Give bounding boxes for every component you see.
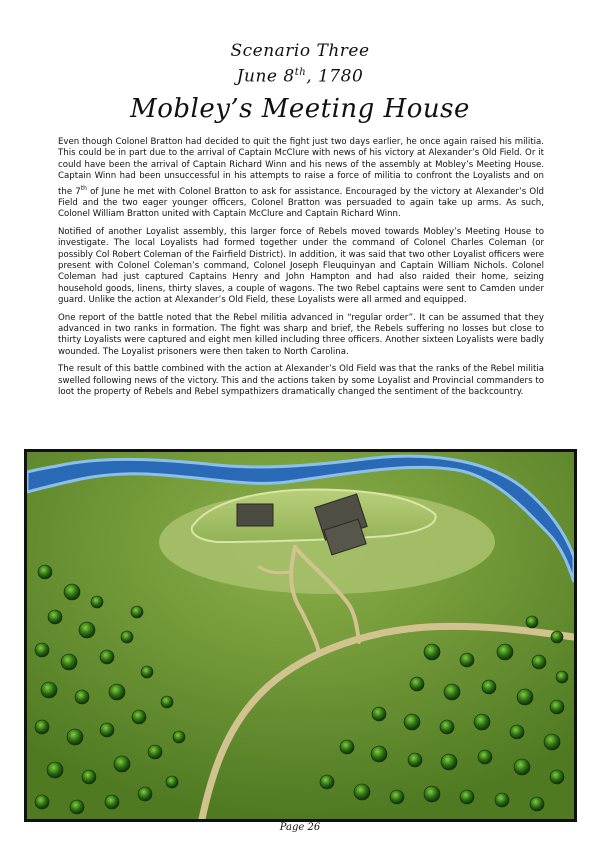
battlefield-map-art <box>27 452 574 819</box>
paragraph-1-ordinal: th <box>80 184 87 192</box>
date-ordinal: th <box>294 67 307 78</box>
paragraph-1-a: Even though Colonel Bratton had decided to quit the fight just two days earlier, he once again raised his militia. This could be in part due to the arrival of Captain McClure with news of his victory at Alexander’s Old Field. Or it could have been the arrival of Captain Richard Winn and his news of the assembly at Mobley’s Meeting House. Captain Winn had been unsuccessful in his attempts to raise a force of militia to confront the Loyalists and on the 7 <box>58 137 544 197</box>
date-year: , 1780 <box>306 66 364 87</box>
paragraph-4: The result of this battle combined with the action at Alexander’s Old Field was that the ranks of the Rebel militia swelled following news of the victory. This and the actions taken by some Loyalist and Provincial commanders to loot the property of Rebels and Rebel sympathizers dramatically changed the sentiment of the backcountry. <box>58 364 544 397</box>
paragraph-3: One report of the battle noted that the Rebel militia advanced in “regular order”. It can be assumed that they advanced in two ranks in formation. The fight was sharp and brief, the Rebels suffering no losses but close to thirty Loyalists were captured and eight men killed including three officers. Another sixteen Loyalists were badly wounded. The Loyalist prisoners were then taken to North Carolina. <box>58 312 544 357</box>
paragraph-1-b: of June he met with Colonel Bratton to ask for assistance. Encouraged by the victory at Alexander’s Old Field and the two eager younger officers, Colonel Bratton was persuaded to again take up arms. As such, Colonel William Bratton united with Captain McClure and Captain Richard Winn. <box>58 186 544 220</box>
paragraph-1 <box>58 137 544 221</box>
date-day: June 8 <box>236 66 295 87</box>
scenario-label: Scenario Three <box>230 41 370 61</box>
paragraph-2: Notified of another Loyalist assembly, this larger force of Rebels moved towards Mobley’s Meeting House to investigate. The local Loyalists had formed together under the command of Colonel Charles Coleman (or possibly Col Robert Coleman of the Fairfield District). In addition, it was said that two other Loyalist officers were present with Colonel Coleman’s command, Colonel Joseph Fleuquinyan and Captain William Nichols. Colonel Coleman had just captured Captains Henry and John Hampton and had also raided their home, seizing household goods, linens, thirty slaves, a couple of wagons. The two Rebel captains were sent to Camden under guard. Unlike the action at Alexander’s Old Field, these Loyalists were all armed and equipped. <box>58 226 544 306</box>
scenario-date <box>0 62 600 88</box>
page-header <box>0 40 600 126</box>
page-number: Page 26 <box>279 822 321 833</box>
battlefield-map <box>24 449 577 822</box>
article-body <box>58 137 544 404</box>
page-title: Mobley’s Meeting House <box>130 93 470 124</box>
